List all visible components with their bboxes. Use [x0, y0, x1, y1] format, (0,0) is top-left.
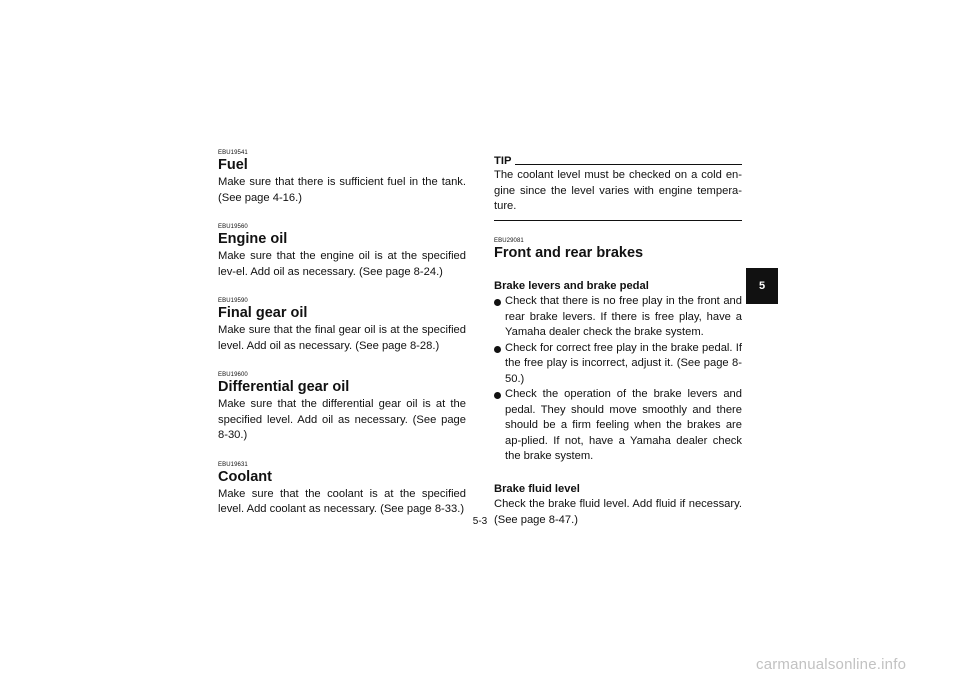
section-brakes — [494, 238, 742, 529]
subheading-brake-fluid: Brake fluid level — [494, 482, 580, 495]
tip-label: TIP — [494, 155, 512, 167]
tip-bottom-rule — [494, 220, 742, 221]
section-title: Coolant — [218, 468, 272, 485]
subheading-brake-levers: Brake levers and brake pedal — [494, 279, 649, 292]
watermark: carmanualsonline.info — [756, 656, 907, 673]
section-title: Front and rear brakes — [494, 244, 644, 261]
bullet-icon — [494, 346, 501, 353]
section-title: Final gear oil — [218, 305, 308, 321]
page-number: 5-3 — [472, 516, 488, 527]
section-code: EBU19560 — [218, 224, 248, 230]
section-fuel — [218, 150, 466, 206]
section-title: Fuel — [218, 157, 248, 173]
section-code: EBU19590 — [218, 298, 248, 304]
section-body: Make sure that the differential gear oil is at the specified level. Add oil as necessary. (See page 8-30.) — [218, 398, 466, 441]
section-title: Differential gear oil — [218, 379, 350, 395]
right-column — [494, 155, 742, 546]
section-code: EBU19631 — [218, 461, 248, 468]
bullet-icon — [494, 299, 501, 306]
list-item — [494, 387, 742, 465]
section-engine-oil — [218, 224, 466, 280]
list-item — [494, 341, 742, 388]
list-item-text: Check the operation of the brake levers and pedal. They should move smoothly and there should be a firm feeling when the brakes are ap-plied. If not, have a Yamaha dealer check the brake system. — [505, 388, 742, 462]
section-body: Make sure that the engine oil is at the specified lev-el. Add oil as necessary. (See page 8-24.) — [218, 250, 466, 278]
bullet-icon — [494, 392, 501, 399]
section-body: Make sure that there is sufficient fuel in the tank. (See page 4-16.) — [218, 176, 466, 204]
section-final-gear-oil — [218, 298, 466, 354]
section-coolant — [218, 462, 466, 518]
tip-rule — [515, 164, 742, 165]
section-code: EBU29081 — [494, 237, 524, 244]
tip-text: The coolant level must be checked on a cold en-gine since the level varies with engine tempera-ture. — [494, 169, 742, 212]
section-differential-gear-oil — [218, 372, 466, 444]
brake-fluid-body: Check the brake fluid level. Add fluid if necessary. (See page 8-47.) — [494, 498, 742, 526]
section-code: EBU19600 — [218, 372, 248, 378]
section-body: Make sure that the final gear oil is at the specified level. Add oil as necessary. (See page 8-28.) — [218, 324, 466, 352]
tip-header — [494, 155, 742, 168]
brake-check-list — [494, 294, 742, 465]
left-column — [218, 150, 466, 536]
section-code: EBU19541 — [218, 150, 248, 156]
tip-box — [494, 155, 742, 221]
section-body: Make sure that the coolant is at the specified level. Add coolant as necessary. (See page 8-33.) — [218, 487, 466, 515]
chapter-tab: 5 — [746, 268, 778, 304]
list-item — [494, 294, 742, 341]
list-item-text: Check for correct free play in the brake pedal. If the free play is incorrect, adjust it. (See page 8-50.) — [505, 341, 742, 385]
section-title: Engine oil — [218, 231, 288, 247]
list-item-text: Check that there is no free play in the front and rear brake levers. If there is free play, have a Yamaha dealer check the brake system. — [505, 295, 742, 338]
